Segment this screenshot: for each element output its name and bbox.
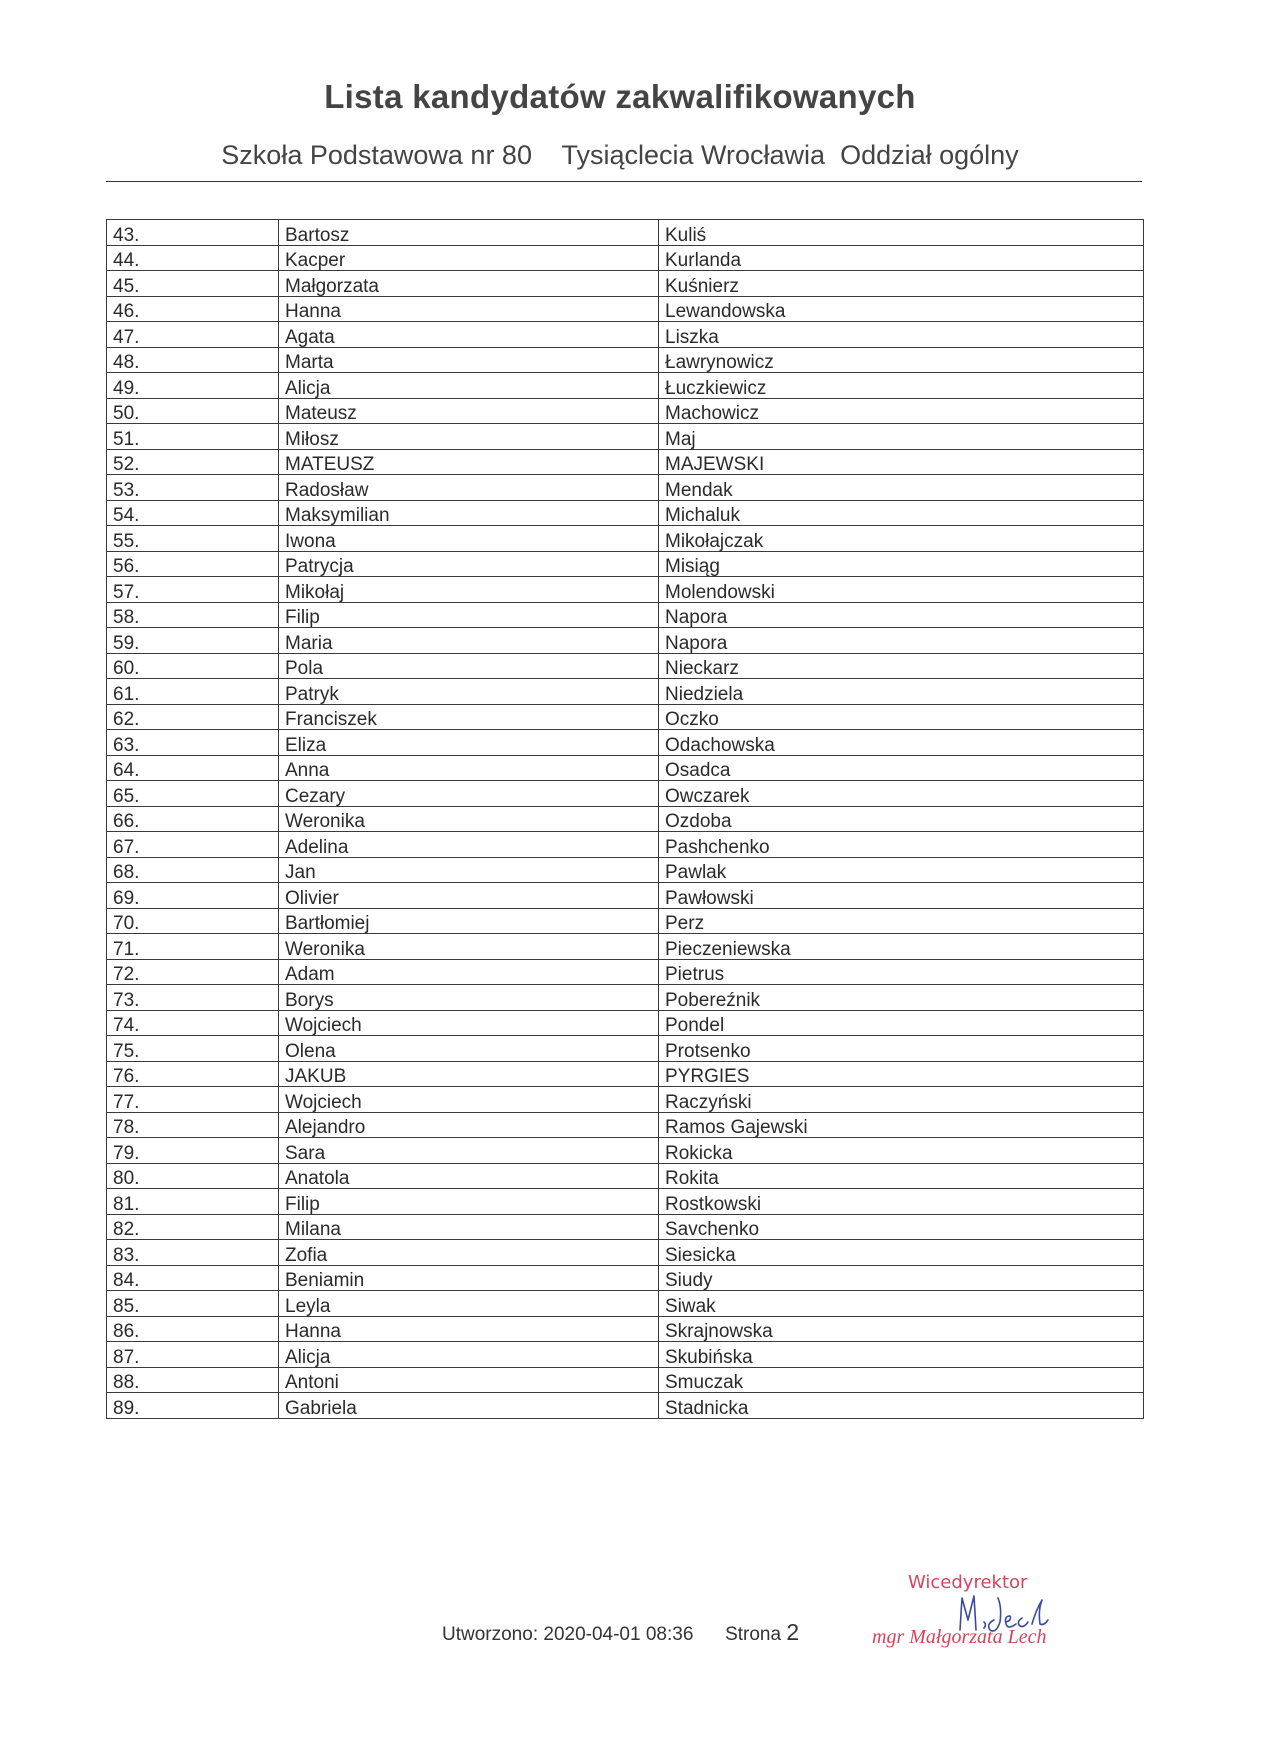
last-name-cell: Rostkowski xyxy=(659,1189,1144,1215)
row-number-cell: 64. xyxy=(107,755,279,781)
row-number-cell: 45. xyxy=(107,271,279,297)
row-number-cell: 60. xyxy=(107,653,279,679)
first-name-cell: Adelina xyxy=(279,832,659,858)
table-row xyxy=(107,883,1144,909)
table-row xyxy=(107,1367,1144,1393)
table-row xyxy=(107,271,1144,297)
table-row xyxy=(107,679,1144,705)
last-name-cell: Nieckarz xyxy=(659,653,1144,679)
last-name-cell: Pieczeniewska xyxy=(659,934,1144,960)
row-number-cell: 59. xyxy=(107,628,279,654)
table-row xyxy=(107,1265,1144,1291)
table-row xyxy=(107,1240,1144,1266)
table-row xyxy=(107,398,1144,424)
signature-role: Wicedyrektor xyxy=(908,1572,1028,1593)
row-number-cell: 46. xyxy=(107,296,279,322)
first-name-cell: Radosław xyxy=(279,475,659,501)
row-number-cell: 62. xyxy=(107,704,279,730)
last-name-cell: Rokita xyxy=(659,1163,1144,1189)
table-row xyxy=(107,526,1144,552)
row-number-cell: 79. xyxy=(107,1138,279,1164)
table-row xyxy=(107,602,1144,628)
table-row xyxy=(107,857,1144,883)
first-name-cell: Pola xyxy=(279,653,659,679)
first-name-cell: Wojciech xyxy=(279,1087,659,1113)
last-name-cell: Odachowska xyxy=(659,730,1144,756)
last-name-cell: Maj xyxy=(659,424,1144,450)
first-name-cell: Borys xyxy=(279,985,659,1011)
last-name-cell: Kuśnierz xyxy=(659,271,1144,297)
candidates-table-body xyxy=(107,220,1144,1419)
first-name-cell: Patryk xyxy=(279,679,659,705)
row-number-cell: 58. xyxy=(107,602,279,628)
first-name-cell: Wojciech xyxy=(279,1010,659,1036)
row-number-cell: 81. xyxy=(107,1189,279,1215)
first-name-cell: Franciszek xyxy=(279,704,659,730)
table-row xyxy=(107,424,1144,450)
table-row xyxy=(107,730,1144,756)
last-name-cell: Łuczkiewicz xyxy=(659,373,1144,399)
row-number-cell: 48. xyxy=(107,347,279,373)
first-name-cell: Kacper xyxy=(279,245,659,271)
first-name-cell: Bartłomiej xyxy=(279,908,659,934)
last-name-cell: Niedziela xyxy=(659,679,1144,705)
last-name-cell: Pondel xyxy=(659,1010,1144,1036)
row-number-cell: 67. xyxy=(107,832,279,858)
last-name-cell: Kuliś xyxy=(659,220,1144,246)
row-number-cell: 76. xyxy=(107,1061,279,1087)
row-number-cell: 55. xyxy=(107,526,279,552)
first-name-cell: Małgorzata xyxy=(279,271,659,297)
table-row xyxy=(107,628,1144,654)
row-number-cell: 78. xyxy=(107,1112,279,1138)
first-name-cell: Maksymilian xyxy=(279,500,659,526)
row-number-cell: 80. xyxy=(107,1163,279,1189)
last-name-cell: Owczarek xyxy=(659,781,1144,807)
first-name-cell: Gabriela xyxy=(279,1393,659,1419)
last-name-cell: Ramos Gajewski xyxy=(659,1112,1144,1138)
table-row xyxy=(107,755,1144,781)
last-name-cell: Protsenko xyxy=(659,1036,1144,1062)
last-name-cell: Napora xyxy=(659,602,1144,628)
table-row xyxy=(107,577,1144,603)
row-number-cell: 51. xyxy=(107,424,279,450)
signature-name: mgr Małgorzata Lech xyxy=(872,1626,1047,1648)
row-number-cell: 66. xyxy=(107,806,279,832)
first-name-cell: Olena xyxy=(279,1036,659,1062)
table-row xyxy=(107,449,1144,475)
first-name-cell: Weronika xyxy=(279,806,659,832)
last-name-cell: Pobereźnik xyxy=(659,985,1144,1011)
table-row xyxy=(107,347,1144,373)
first-name-cell: Alicja xyxy=(279,373,659,399)
row-number-cell: 88. xyxy=(107,1367,279,1393)
last-name-cell: Mendak xyxy=(659,475,1144,501)
row-number-cell: 77. xyxy=(107,1087,279,1113)
table-row xyxy=(107,1342,1144,1368)
table-row xyxy=(107,500,1144,526)
table-row xyxy=(107,1291,1144,1317)
table-row xyxy=(107,1316,1144,1342)
signature-stamp xyxy=(860,1570,1100,1660)
row-number-cell: 69. xyxy=(107,883,279,909)
row-number-cell: 63. xyxy=(107,730,279,756)
table-row xyxy=(107,832,1144,858)
table-row xyxy=(107,704,1144,730)
table-row xyxy=(107,1163,1144,1189)
table-row xyxy=(107,551,1144,577)
last-name-cell: Skrajnowska xyxy=(659,1316,1144,1342)
last-name-cell: Misiąg xyxy=(659,551,1144,577)
first-name-cell: Anna xyxy=(279,755,659,781)
row-number-cell: 65. xyxy=(107,781,279,807)
row-number-cell: 72. xyxy=(107,959,279,985)
first-name-cell: Hanna xyxy=(279,296,659,322)
first-name-cell: Olivier xyxy=(279,883,659,909)
first-name-cell: Marta xyxy=(279,347,659,373)
first-name-cell: Agata xyxy=(279,322,659,348)
last-name-cell: Osadca xyxy=(659,755,1144,781)
table-row xyxy=(107,373,1144,399)
first-name-cell: Mikołaj xyxy=(279,577,659,603)
row-number-cell: 73. xyxy=(107,985,279,1011)
row-number-cell: 49. xyxy=(107,373,279,399)
table-row xyxy=(107,959,1144,985)
row-number-cell: 82. xyxy=(107,1214,279,1240)
last-name-cell: Stadnicka xyxy=(659,1393,1144,1419)
row-number-cell: 57. xyxy=(107,577,279,603)
table-row xyxy=(107,806,1144,832)
last-name-cell: MAJEWSKI xyxy=(659,449,1144,475)
last-name-cell: Napora xyxy=(659,628,1144,654)
last-name-cell: Raczyński xyxy=(659,1087,1144,1113)
table-row xyxy=(107,1214,1144,1240)
first-name-cell: Weronika xyxy=(279,934,659,960)
first-name-cell: Adam xyxy=(279,959,659,985)
table-row xyxy=(107,908,1144,934)
row-number-cell: 84. xyxy=(107,1265,279,1291)
first-name-cell: Filip xyxy=(279,1189,659,1215)
last-name-cell: Kurlanda xyxy=(659,245,1144,271)
page-footer xyxy=(442,1619,799,1646)
last-name-cell: Lewandowska xyxy=(659,296,1144,322)
row-number-cell: 44. xyxy=(107,245,279,271)
first-name-cell: Beniamin xyxy=(279,1265,659,1291)
first-name-cell: MATEUSZ xyxy=(279,449,659,475)
last-name-cell: PYRGIES xyxy=(659,1061,1144,1087)
last-name-cell: Smuczak xyxy=(659,1367,1144,1393)
row-number-cell: 47. xyxy=(107,322,279,348)
last-name-cell: Rokicka xyxy=(659,1138,1144,1164)
header-divider xyxy=(106,181,1142,182)
first-name-cell: Leyla xyxy=(279,1291,659,1317)
row-number-cell: 52. xyxy=(107,449,279,475)
first-name-cell: Cezary xyxy=(279,781,659,807)
last-name-cell: Siesicka xyxy=(659,1240,1144,1266)
candidates-table xyxy=(106,219,1144,1419)
table-row xyxy=(107,322,1144,348)
last-name-cell: Siwak xyxy=(659,1291,1144,1317)
table-row xyxy=(107,653,1144,679)
last-name-cell: Skubińska xyxy=(659,1342,1144,1368)
table-row xyxy=(107,1061,1144,1087)
last-name-cell: Pietrus xyxy=(659,959,1144,985)
first-name-cell: Mateusz xyxy=(279,398,659,424)
table-row xyxy=(107,1393,1144,1419)
row-number-cell: 70. xyxy=(107,908,279,934)
first-name-cell: Eliza xyxy=(279,730,659,756)
last-name-cell: Pawłowski xyxy=(659,883,1144,909)
last-name-cell: Mikołajczak xyxy=(659,526,1144,552)
row-number-cell: 56. xyxy=(107,551,279,577)
first-name-cell: Iwona xyxy=(279,526,659,552)
last-name-cell: Molendowski xyxy=(659,577,1144,603)
table-row xyxy=(107,934,1144,960)
table-row xyxy=(107,245,1144,271)
table-row xyxy=(107,475,1144,501)
first-name-cell: Sara xyxy=(279,1138,659,1164)
row-number-cell: 43. xyxy=(107,220,279,246)
row-number-cell: 87. xyxy=(107,1342,279,1368)
first-name-cell: Bartosz xyxy=(279,220,659,246)
row-number-cell: 71. xyxy=(107,934,279,960)
created-timestamp: Utworzono: 2020-04-01 08:36 xyxy=(442,1624,694,1645)
first-name-cell: Miłosz xyxy=(279,424,659,450)
page-label: Strona xyxy=(725,1624,782,1645)
first-name-cell: Hanna xyxy=(279,1316,659,1342)
table-row xyxy=(107,985,1144,1011)
page-subtitle: Szkoła Podstawowa nr 80 Tysiąclecia Wrocławia Oddział ogólny xyxy=(221,140,1019,170)
row-number-cell: 89. xyxy=(107,1393,279,1419)
last-name-cell: Michaluk xyxy=(659,500,1144,526)
table-row xyxy=(107,781,1144,807)
row-number-cell: 86. xyxy=(107,1316,279,1342)
first-name-cell: Maria xyxy=(279,628,659,654)
last-name-cell: Pawlak xyxy=(659,857,1144,883)
first-name-cell: Zofia xyxy=(279,1240,659,1266)
table-row xyxy=(107,220,1144,246)
row-number-cell: 74. xyxy=(107,1010,279,1036)
row-number-cell: 53. xyxy=(107,475,279,501)
last-name-cell: Siudy xyxy=(659,1265,1144,1291)
last-name-cell: Machowicz xyxy=(659,398,1144,424)
first-name-cell: Antoni xyxy=(279,1367,659,1393)
first-name-cell: Jan xyxy=(279,857,659,883)
table-row xyxy=(107,296,1144,322)
last-name-cell: Ozdoba xyxy=(659,806,1144,832)
table-row xyxy=(107,1036,1144,1062)
table-row xyxy=(107,1112,1144,1138)
last-name-cell: Liszka xyxy=(659,322,1144,348)
row-number-cell: 68. xyxy=(107,857,279,883)
last-name-cell: Oczko xyxy=(659,704,1144,730)
table-row xyxy=(107,1010,1144,1036)
first-name-cell: Patrycja xyxy=(279,551,659,577)
table-row xyxy=(107,1087,1144,1113)
last-name-cell: Savchenko xyxy=(659,1214,1144,1240)
last-name-cell: Pashchenko xyxy=(659,832,1144,858)
row-number-cell: 61. xyxy=(107,679,279,705)
first-name-cell: Alicja xyxy=(279,1342,659,1368)
first-name-cell: Alejandro xyxy=(279,1112,659,1138)
last-name-cell: Perz xyxy=(659,908,1144,934)
first-name-cell: Milana xyxy=(279,1214,659,1240)
first-name-cell: JAKUB xyxy=(279,1061,659,1087)
last-name-cell: Ławrynowicz xyxy=(659,347,1144,373)
row-number-cell: 54. xyxy=(107,500,279,526)
first-name-cell: Filip xyxy=(279,602,659,628)
row-number-cell: 75. xyxy=(107,1036,279,1062)
row-number-cell: 83. xyxy=(107,1240,279,1266)
row-number-cell: 50. xyxy=(107,398,279,424)
page-title: Lista kandydatów zakwalifikowanych xyxy=(324,78,916,115)
table-row xyxy=(107,1189,1144,1215)
first-name-cell: Anatola xyxy=(279,1163,659,1189)
table-row xyxy=(107,1138,1144,1164)
row-number-cell: 85. xyxy=(107,1291,279,1317)
page-number: 2 xyxy=(786,1619,800,1645)
